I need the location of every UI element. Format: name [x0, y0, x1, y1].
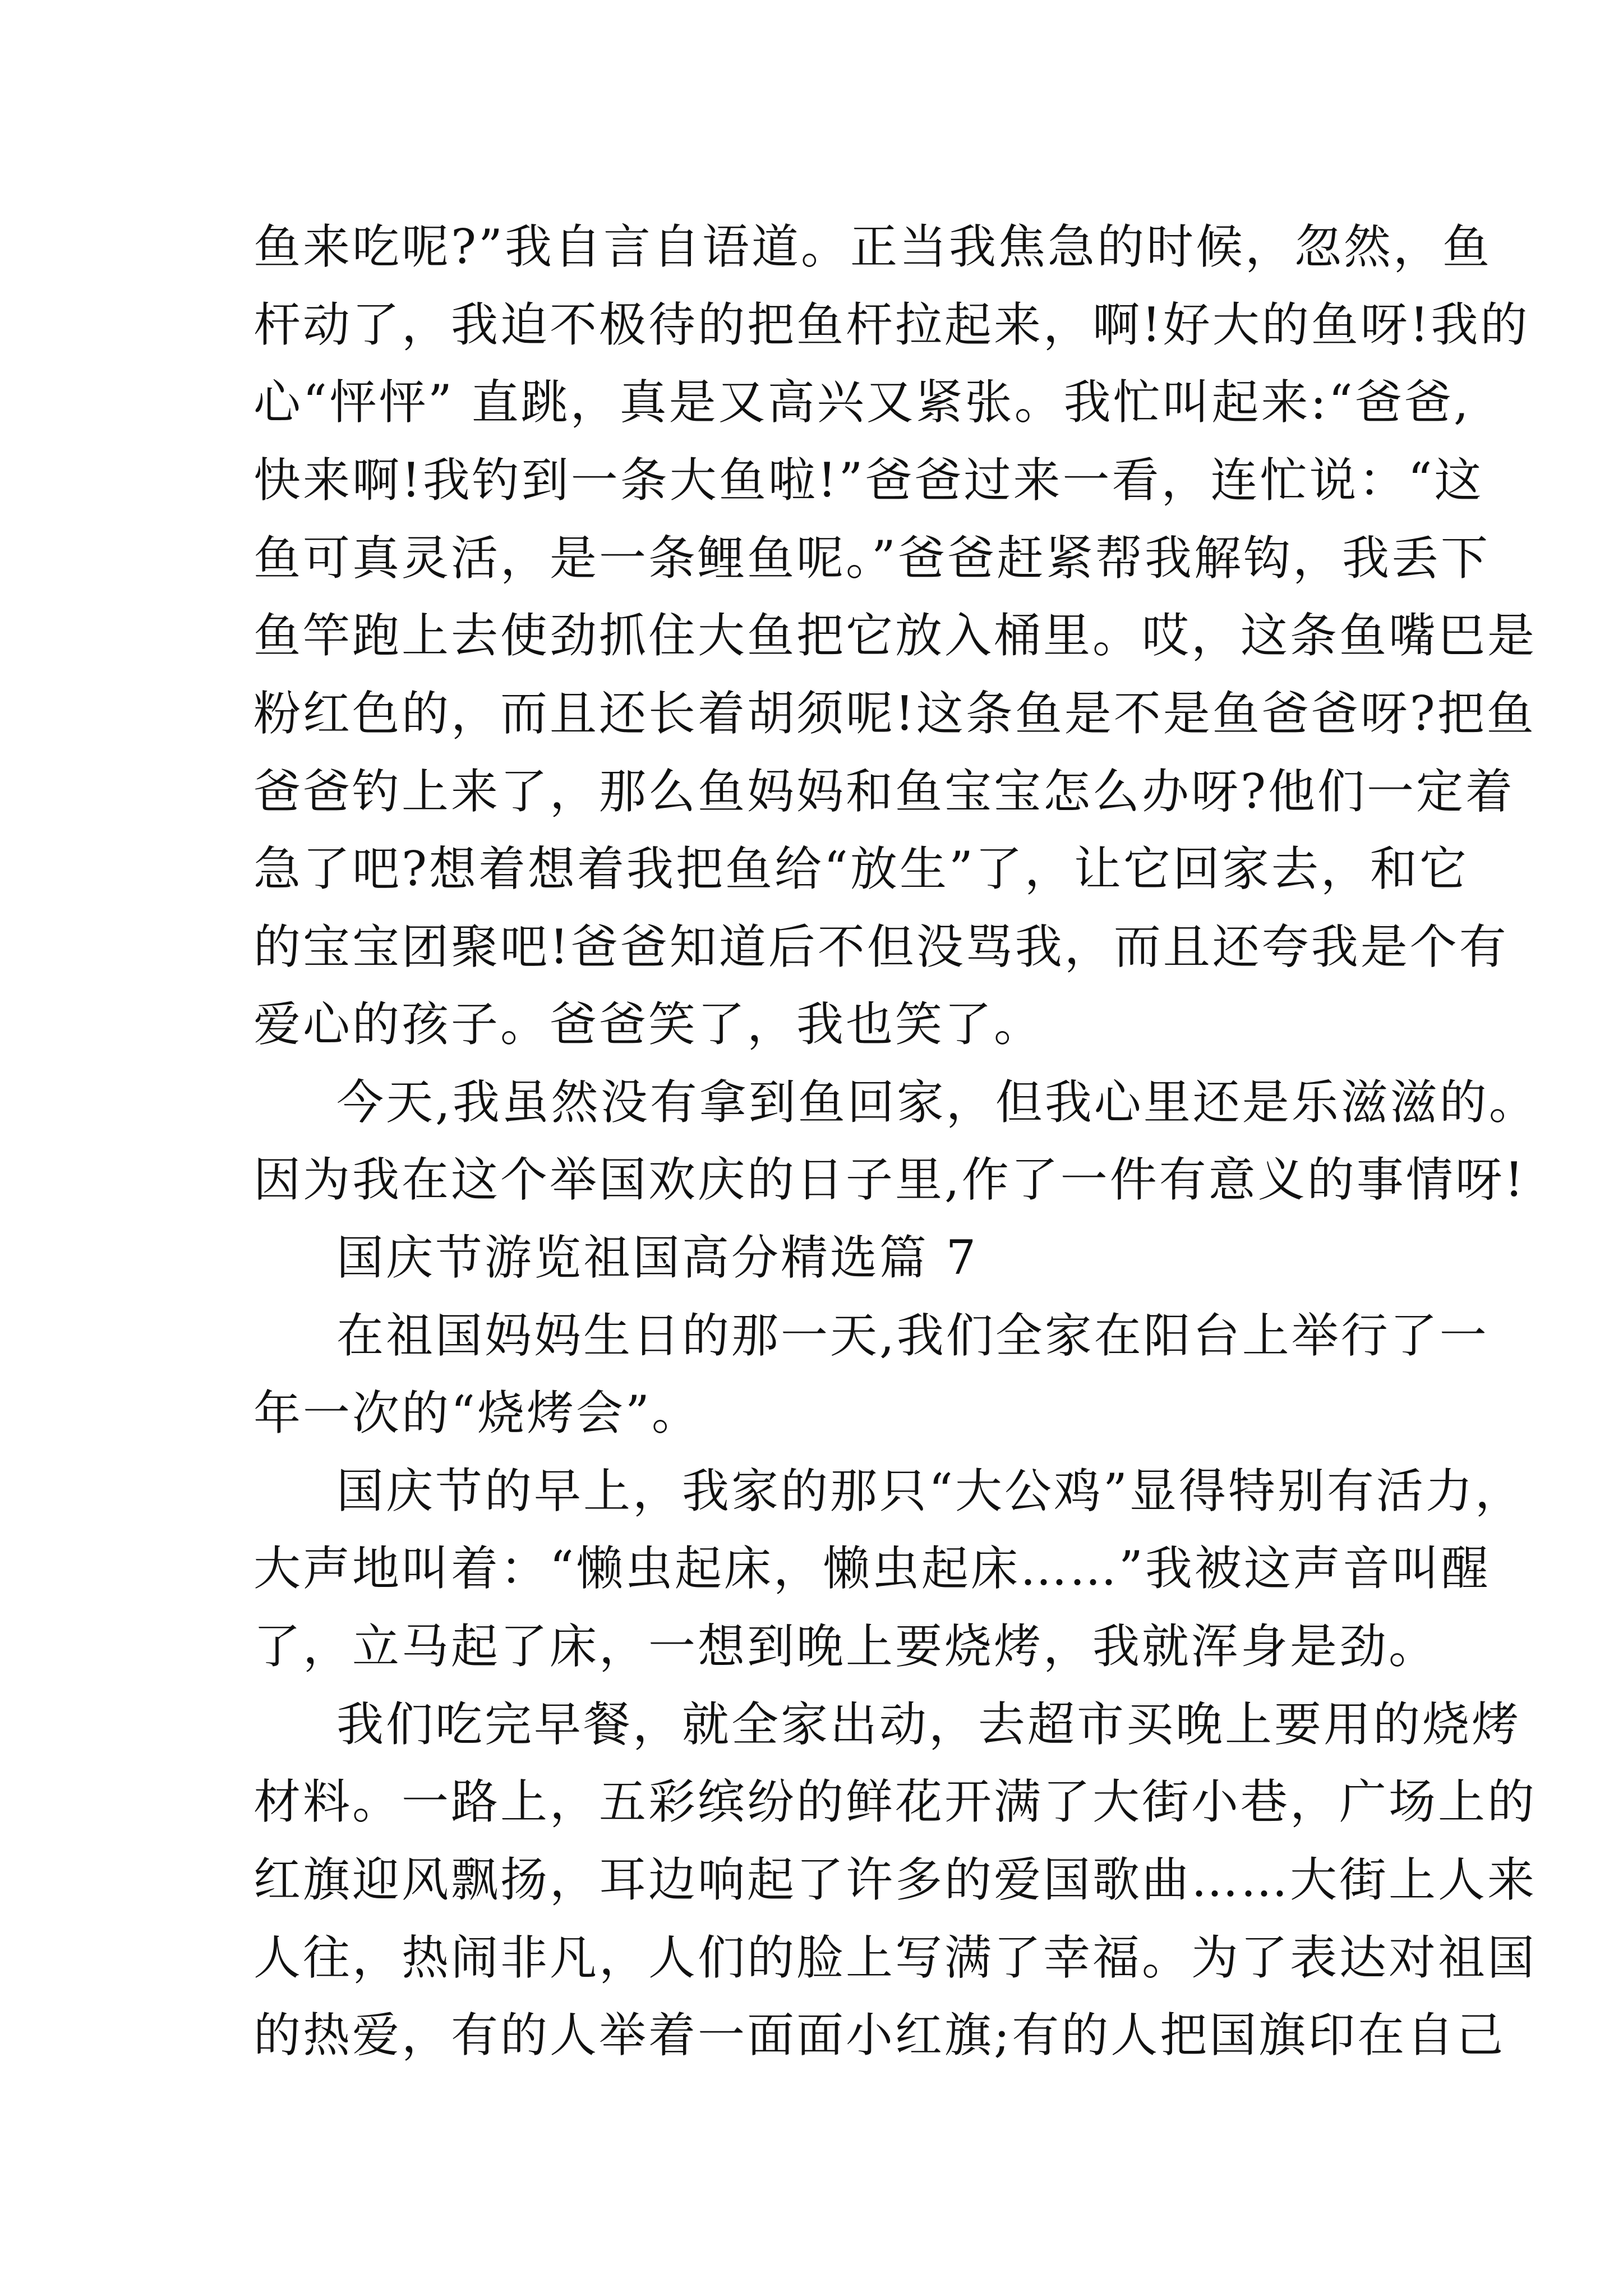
text-line: 鱼来吃呢?”我自言自语道。正当我焦急的时候，忽然，鱼 [253, 219, 1492, 274]
text-line: 粉红色的，而且还长着胡须呢!这条鱼是不是鱼爸爸呀?把鱼 [253, 686, 1536, 741]
text-line: 年一次的“烧烤会”。 [253, 1386, 701, 1441]
paragraph-start-line: 在祖国妈妈生日的那一天,我们全家在阳台上举行了一 [336, 1308, 1489, 1363]
paragraph-start-line: 国庆节的早上，我家的那只“大公鸡”显得特别有活力， [336, 1464, 1524, 1519]
text-line: 爱心的孩子。爸爸笑了，我也笑了。 [253, 997, 1044, 1052]
text-line: 鱼可真灵活，是一条鲤鱼呢。”爸爸赶紧帮我解钩，我丢下 [253, 531, 1490, 586]
text-line: 的热爱，有的人举着一面面小红旗;有的人把国旗印在自己 [253, 2008, 1506, 2063]
text-line: 杆动了，我迫不极待的把鱼杆拉起来，啊!好大的鱼呀!我的 [253, 297, 1530, 352]
paragraph-start-line: 今天,我虽然没有拿到鱼回家，但我心里还是乐滋滋的。 [336, 1075, 1538, 1130]
section-heading: 国庆节游览祖国高分精选篇 7 [336, 1230, 979, 1285]
paragraph-start-line: 我们吃完早餐，就全家出动，去超市买晚上要用的烧烤 [336, 1697, 1521, 1752]
text-line: 鱼竿跑上去使劲抓住大鱼把它放入桶里。哎，这条鱼嘴巴是 [253, 608, 1537, 663]
text-line: 急了吧?想着想着我把鱼给“放生”了，让它回家去，和它 [253, 841, 1469, 896]
text-line: 材料。一路上，五彩缤纷的鲜花开满了大街小巷，广场上的 [253, 1774, 1537, 1829]
text-line: 爸爸钓上来了，那么鱼妈妈和鱼宝宝怎么办呀?他们一定着 [253, 764, 1515, 819]
text-line: 心“怦怦” 直跳，真是又高兴又紧张。我忙叫起来:“爸爸, [253, 375, 1471, 430]
text-line: 因为我在这个举国欢庆的日子里,作了一件有意义的事情呀! [253, 1152, 1526, 1207]
text-line: 的宝宝团聚吧!爸爸知道后不但没骂我，而且还夸我是个有 [253, 919, 1509, 974]
text-line: 了，立马起了床，一想到晚上要烧烤，我就浑身是劲。 [253, 1619, 1438, 1674]
text-line: 大声地叫着：“懒虫起床，懒虫起床……”我被这声音叫醒 [253, 1541, 1491, 1596]
text-line: 红旗迎风飘扬，耳边响起了许多的爱国歌曲……大街上人来 [253, 1852, 1537, 1907]
text-line: 人往，热闹非凡，人们的脸上写满了幸福。为了表达对祖国 [253, 1930, 1537, 1985]
text-line: 快来啊!我钓到一条大鱼啦!”爸爸过来一看，连忙说：“这 [253, 453, 1484, 508]
